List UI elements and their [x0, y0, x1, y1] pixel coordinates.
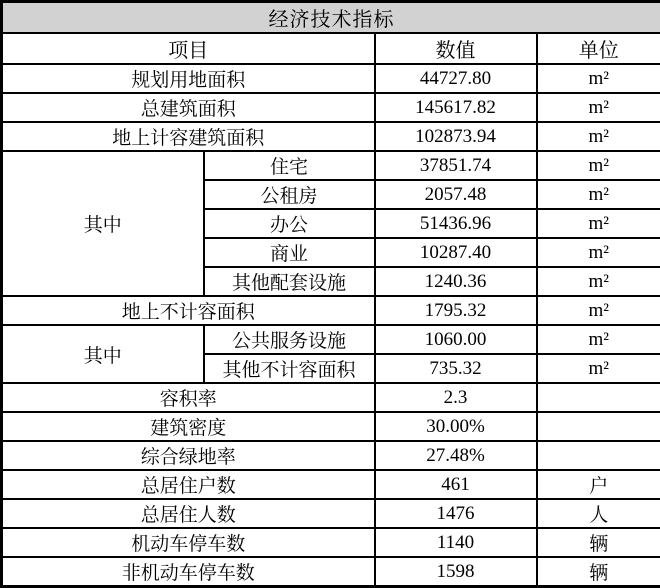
row-value: 27.48% [375, 441, 537, 470]
row-unit: m² [537, 180, 660, 209]
table-row [2, 412, 660, 441]
row-unit: 人 [537, 499, 660, 528]
row-unit [537, 412, 660, 441]
row-unit: 户 [537, 470, 660, 499]
table-row [2, 470, 660, 499]
row-label: 规划用地面积 [2, 64, 375, 93]
table-row [2, 325, 660, 354]
row-value: 102873.94 [375, 122, 537, 151]
row-value: 461 [375, 470, 537, 499]
group-label: 其中 [2, 325, 204, 383]
row-unit [537, 383, 660, 412]
row-value: 145617.82 [375, 93, 537, 122]
row-label: 其他配套设施 [204, 267, 375, 296]
table-row [2, 122, 660, 151]
table-row [2, 383, 660, 412]
table-row [2, 64, 660, 93]
row-unit: m² [537, 354, 660, 383]
row-label: 地上不计容面积 [2, 296, 375, 325]
table-row [2, 296, 660, 325]
row-unit: m² [537, 122, 660, 151]
col-header-value: 数值 [375, 33, 537, 64]
row-value: 37851.74 [375, 151, 537, 180]
row-value: 10287.40 [375, 238, 537, 267]
row-value: 1795.32 [375, 296, 537, 325]
title-row [2, 2, 660, 34]
row-value: 2.3 [375, 383, 537, 412]
table-row [2, 499, 660, 528]
row-unit: m² [537, 325, 660, 354]
table-row [2, 557, 660, 587]
row-value: 30.00% [375, 412, 537, 441]
row-label: 其他不计容面积 [204, 354, 375, 383]
row-unit: m² [537, 238, 660, 267]
row-unit [537, 441, 660, 470]
row-value: 44727.80 [375, 64, 537, 93]
table-row [2, 93, 660, 122]
row-label: 建筑密度 [2, 412, 375, 441]
row-value: 1060.00 [375, 325, 537, 354]
row-value: 1598 [375, 557, 537, 587]
row-unit: m² [537, 267, 660, 296]
row-label: 公共服务设施 [204, 325, 375, 354]
row-value: 1476 [375, 499, 537, 528]
row-unit: 辆 [537, 557, 660, 587]
col-header-unit: 单位 [537, 33, 660, 64]
row-label: 商业 [204, 238, 375, 267]
row-label: 住宅 [204, 151, 375, 180]
row-label: 总居住人数 [2, 499, 375, 528]
row-unit: m² [537, 93, 660, 122]
row-label: 地上计容建筑面积 [2, 122, 375, 151]
row-unit: m² [537, 64, 660, 93]
row-unit: m² [537, 209, 660, 238]
row-value: 1140 [375, 528, 537, 557]
row-label: 机动车停车数 [2, 528, 375, 557]
table-row [2, 151, 660, 180]
row-label: 容积率 [2, 383, 375, 412]
row-label: 总居住户数 [2, 470, 375, 499]
row-value: 51436.96 [375, 209, 537, 238]
header-row [2, 33, 660, 64]
row-unit: m² [537, 296, 660, 325]
row-value: 1240.36 [375, 267, 537, 296]
row-unit: 辆 [537, 528, 660, 557]
row-value: 735.32 [375, 354, 537, 383]
row-label: 综合绿地率 [2, 441, 375, 470]
table-row [2, 528, 660, 557]
col-header-item: 项目 [2, 33, 375, 64]
row-label: 非机动车停车数 [2, 557, 375, 587]
row-label: 公租房 [204, 180, 375, 209]
row-label: 办公 [204, 209, 375, 238]
group-label: 其中 [2, 151, 204, 296]
row-label: 总建筑面积 [2, 93, 375, 122]
table-title: 经济技术指标 [2, 2, 660, 34]
row-value: 2057.48 [375, 180, 537, 209]
row-unit: m² [537, 151, 660, 180]
table-row [2, 441, 660, 470]
